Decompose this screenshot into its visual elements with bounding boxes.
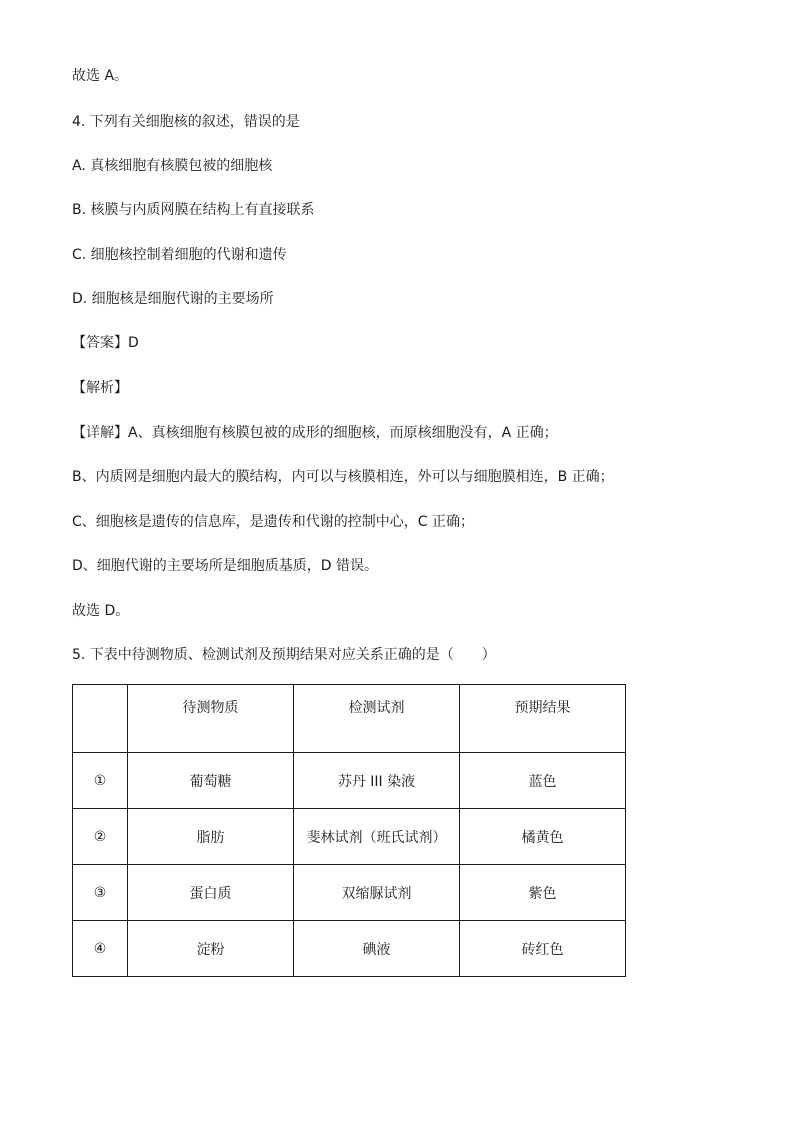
table-cell: 淀粉 (128, 921, 294, 977)
question-4-option-c: C. 细胞核控制着细胞的代谢和遗传 (72, 247, 287, 263)
table-cell: ① (73, 753, 128, 809)
table-cell: 蓝色 (460, 753, 626, 809)
table-cell: 碘液 (294, 921, 460, 977)
table-cell: 苏丹 III 染液 (294, 753, 460, 809)
table-header-row (73, 685, 626, 753)
table-header-cell: 预期结果 (460, 685, 626, 753)
table-cell: 葡萄糖 (128, 753, 294, 809)
detail-b: B、内质网是细胞内最大的膜结构，内可以与核膜相连，外可以与细胞膜相连，B 正确； (72, 469, 614, 485)
question-4-option-b: B. 核膜与内质网膜在结构上有直接联系 (72, 202, 315, 218)
question-4-stem: 4. 下列有关细胞核的叙述，错误的是 (72, 114, 300, 130)
analysis-label: 【解析】 (72, 380, 128, 396)
table-row (73, 865, 626, 921)
detail-d: D、细胞代谢的主要场所是细胞质基质，D 错误。 (72, 558, 379, 574)
table-cell: 紫色 (460, 865, 626, 921)
table-cell: ② (73, 809, 128, 865)
previous-answer-conclusion: 故选 A。 (72, 68, 129, 84)
question-5-stem: 5. 下表中待测物质、检测试剂及预期结果对应关系正确的是（ ） (72, 647, 496, 663)
table-cell: 脂肪 (128, 809, 294, 865)
table-cell: 斐林试剂（班氏试剂） (294, 809, 460, 865)
detail-a: 【详解】A、真核细胞有核膜包被的成形的细胞核，而原核细胞没有，A 正确； (72, 425, 558, 441)
table-header-cell (73, 685, 128, 753)
table-header-cell: 待测物质 (128, 685, 294, 753)
question-4-option-a: A. 真核细胞有核膜包被的细胞核 (72, 158, 273, 174)
table-row (73, 753, 626, 809)
table-cell: ④ (73, 921, 128, 977)
question-4-conclusion: 故选 D。 (72, 603, 130, 619)
table-cell: 砖红色 (460, 921, 626, 977)
question-5-table (72, 684, 626, 977)
table-cell: 橘黄色 (460, 809, 626, 865)
table-header-cell: 检测试剂 (294, 685, 460, 753)
question-4-option-d: D. 细胞核是细胞代谢的主要场所 (72, 291, 274, 307)
answer-label: 【答案】D (72, 335, 139, 351)
table-cell: 蛋白质 (128, 865, 294, 921)
table-cell: ③ (73, 865, 128, 921)
table-cell: 双缩脲试剂 (294, 865, 460, 921)
detail-c: C、细胞核是遗传的信息库，是遗传和代谢的控制中心，C 正确； (72, 514, 474, 530)
table-row (73, 921, 626, 977)
table-row (73, 809, 626, 865)
